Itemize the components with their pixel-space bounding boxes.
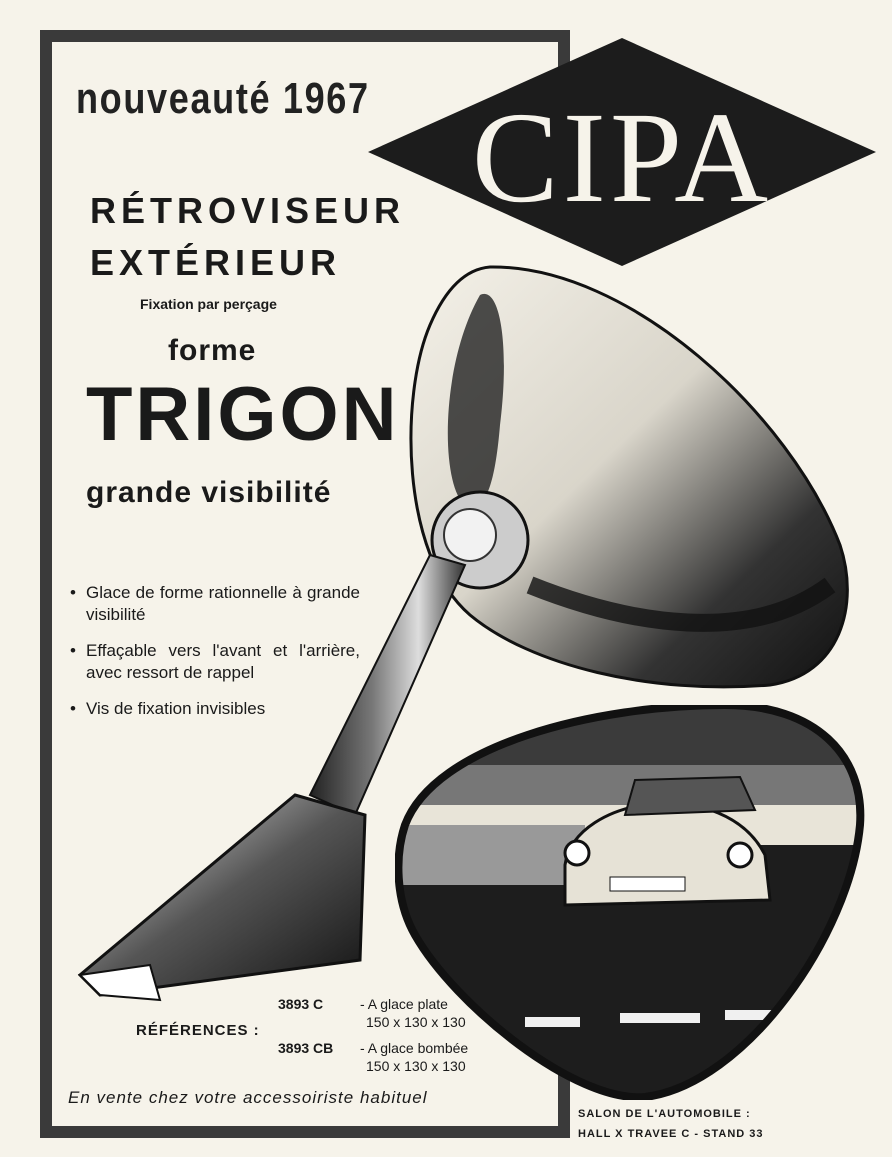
feature-item: [70, 640, 360, 684]
logo-text: CIPA: [471, 86, 773, 230]
feature-text: Vis de fixation invisibles: [86, 699, 266, 718]
feature-text: Glace de forme rationnelle à grande visibilité: [86, 583, 360, 624]
reference-desc: - A glace bombée: [360, 1040, 469, 1056]
product-tagline: grande visibilité: [86, 476, 332, 509]
headline: nouveauté 1967: [76, 74, 370, 123]
reference-item: [278, 1040, 518, 1080]
salon-info: [578, 1104, 764, 1144]
references-label: RÉFÉRENCES :: [136, 1022, 260, 1039]
feature-item: [70, 582, 360, 626]
reference-code: 3893 CB: [278, 1040, 334, 1056]
reference-desc: - A glace plate: [360, 996, 448, 1012]
bullet-icon: •: [70, 699, 76, 718]
reference-dims: 150 x 130 x 130: [366, 1058, 466, 1074]
footer-tagline: En vente chez votre accessoiriste habituel: [68, 1088, 428, 1107]
reference-dims: 150 x 130 x 130: [366, 1014, 466, 1030]
mounting-note: Fixation par perçage: [140, 296, 277, 312]
salon-line2: HALL X TRAVEE C - STAND 33: [578, 1128, 764, 1140]
bullet-icon: •: [70, 641, 76, 660]
salon-line1: SALON DE L'AUTOMOBILE :: [578, 1108, 751, 1120]
feature-text: Effaçable vers l'avant et l'arrière, avec ressort de rappel: [86, 641, 360, 682]
bullet-icon: •: [70, 583, 76, 602]
model-name: TRIGON: [86, 372, 400, 457]
cipa-logo: [366, 36, 878, 268]
reference-code: 3893 C: [278, 996, 324, 1012]
shape-prefix: forme: [168, 334, 257, 367]
product-title-line2: EXTÉRIEUR: [90, 242, 342, 283]
feature-list: [70, 582, 360, 734]
reference-item: [278, 996, 518, 1036]
feature-item: [70, 698, 360, 720]
product-title-line1: RÉTROVISEUR: [90, 190, 406, 231]
